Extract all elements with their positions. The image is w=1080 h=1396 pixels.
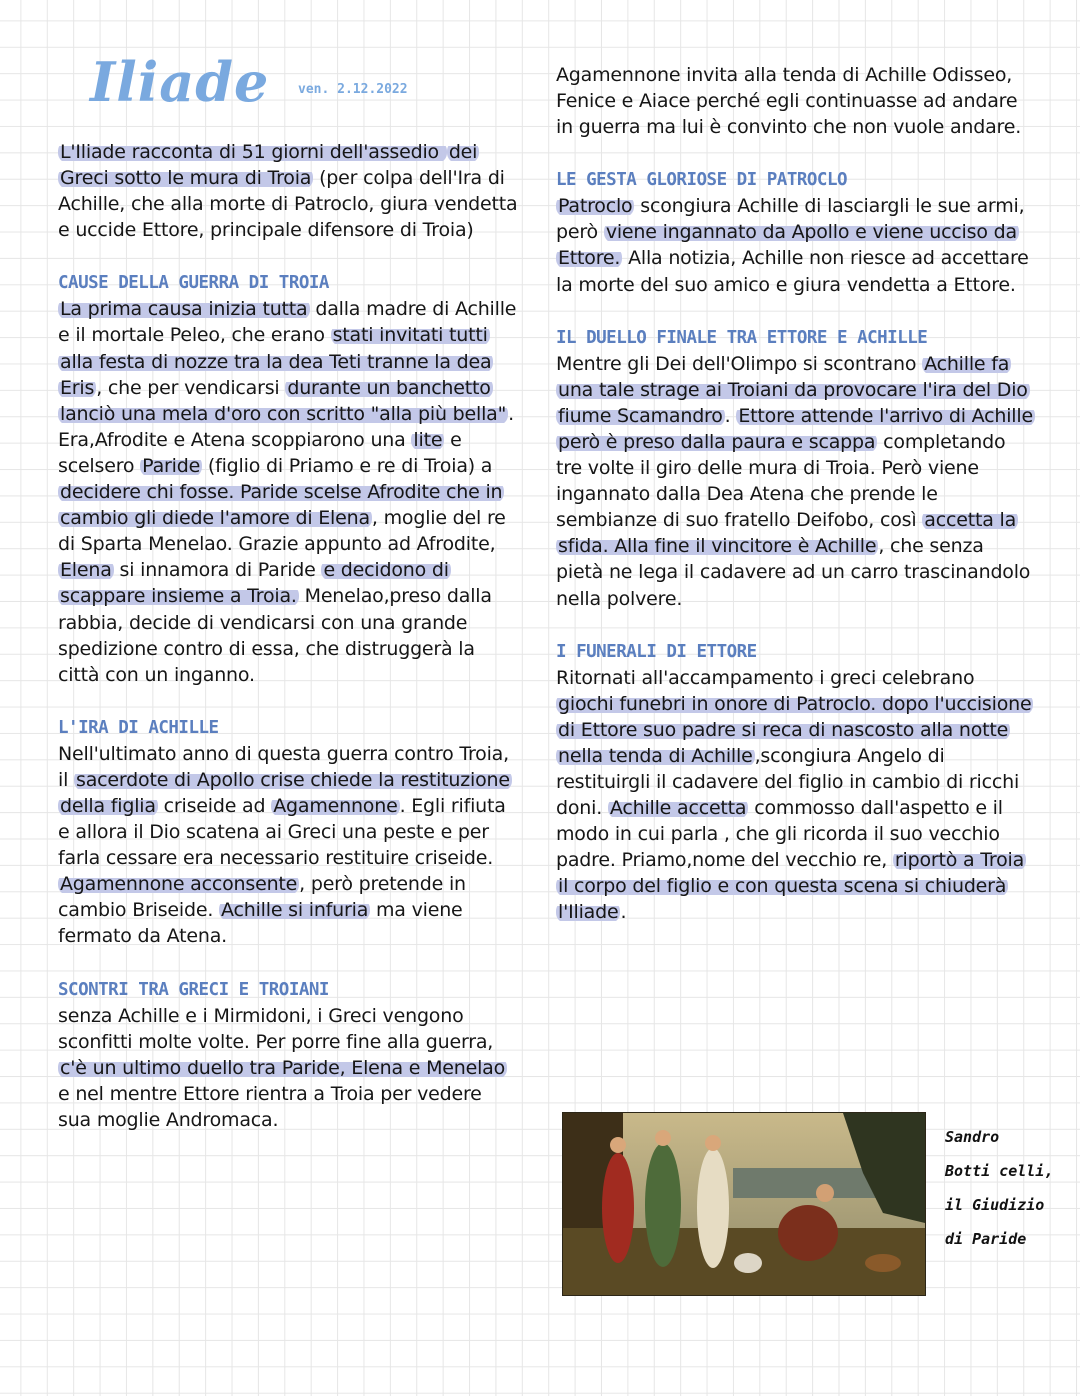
highlighted-text: viene ingannato da Apollo e viene ucciso da Ettore. bbox=[558, 221, 1017, 270]
text-run: ,scongiura Angelo di restituirgli il cadavere del figlio in cambio di ricchi doni. bbox=[556, 744, 1020, 820]
text-run: . Era,Afrodite e Atena scoppiarono una bbox=[58, 402, 514, 451]
text-run: senza Achille e i Mirmidoni, i Greci vengono sconfitti molte volte. Per porre fine alla guerra, bbox=[58, 1004, 494, 1053]
text-run: , che per vendicarsi bbox=[96, 376, 286, 399]
highlighted-text: giochi funebri in onore di Patroclo. dopo l'uccisione di Ettore suo padre si reca di nascosto alla notte nella tenda di Achille bbox=[558, 692, 1032, 767]
highlighted-text: riportò a Troia il corpo del figlio e con questa scena si chiuderà l'Iliade bbox=[558, 849, 1025, 924]
highlighted-text: e decidono di scappare insieme a Troia. bbox=[60, 559, 449, 608]
text-run: . bbox=[724, 404, 737, 427]
agamennone-paragraph bbox=[556, 62, 1036, 140]
left-column bbox=[58, 0, 520, 1133]
highlighted-text: Agamennone bbox=[273, 794, 398, 817]
text-run: Mentre gli Dei dell'Olimpo si scontrano bbox=[556, 352, 923, 375]
highlighted-text: Ettore attende l'arrivo di Achille però è preso dalla paura e scappa bbox=[558, 404, 1033, 453]
highlighted-text: Achille accetta bbox=[609, 797, 747, 820]
caption-line-1: Sandro bbox=[945, 1128, 1000, 1146]
highlighted-text: Achille si infuria bbox=[221, 899, 369, 922]
text-run: si innamora di Paride bbox=[113, 559, 322, 582]
text-run: ma viene fermato da Atena. bbox=[58, 899, 463, 948]
highlighted-text: Patroclo bbox=[558, 195, 633, 218]
highlighted-text: stati invitati tutti alla festa di nozze tra la dea Teti tranne la dea Eris bbox=[60, 324, 492, 399]
text-run: . Egli rifiuta e allora il Dio scatena ai Greci una peste e per farla cessare era necessario restituire criseide. bbox=[58, 794, 506, 870]
highlighted-text: accetta la sfida. Alla fine il vincitore è Achille bbox=[558, 509, 1017, 558]
text-run: . bbox=[620, 901, 627, 924]
text-run: (per colpa dell'Ira di Achille, che alla morte di Patroclo, giura vendetta e uccide Ettore, principale difensore di Troia) bbox=[58, 167, 518, 242]
text-run: Agamennone invita alla tenda di Achille Odisseo, Fenice e Aiace perché egli continuasse ad andare in guerra ma lui è convinto che non vuole andare. bbox=[556, 64, 1022, 139]
intro-paragraph bbox=[58, 139, 520, 243]
funerali-heading: I FUNERALI DI ETTORE bbox=[556, 641, 757, 662]
botticelli-painting-image bbox=[562, 1112, 926, 1296]
text-run: , moglie del re di Sparta Menelao. Grazie appunto ad Afrodite, bbox=[58, 507, 506, 556]
highlighted-text: c'è un ultimo duello tra Paride, Elena e Menelao bbox=[60, 1056, 506, 1079]
text-run: completando tre volte il giro delle mura di Troia. Però viene ingannato dalla Dea Atena che prende le sembianze di suo fratello Deifobo, così bbox=[556, 430, 1006, 532]
patroclo-paragraph bbox=[556, 193, 1036, 297]
highlighted-text: L'Iliade racconta di 51 giorni dell'assedio bbox=[60, 141, 445, 163]
caption-line-3: il Giudizio bbox=[945, 1196, 1045, 1214]
page-title: Iliade bbox=[90, 50, 270, 114]
duello-heading: IL DUELLO FINALE TRA ETTORE E ACHILLE bbox=[556, 327, 928, 348]
scontri-paragraph bbox=[58, 1003, 520, 1133]
highlighted-text: decidere chi fosse. Paride scelse Afrodite che in cambio gli diede l'amore di Elena bbox=[60, 481, 503, 530]
caption-line-4: di Paride bbox=[945, 1230, 1027, 1248]
funerali-paragraph bbox=[556, 665, 1036, 926]
highlighted-text: La prima causa inizia tutta bbox=[60, 298, 308, 321]
text-run: e nel mentre Ettore rientra a Troia per vedere sua moglie Andromaca. bbox=[58, 1082, 482, 1131]
text-run: e scelsero bbox=[58, 428, 462, 477]
highlighted-text: Achille fa una tale strage ai Troiani da provocare l'ira del Dio fiume Scamandro bbox=[558, 352, 1028, 427]
text-run: , però pretende in cambio Briseide. bbox=[58, 873, 466, 922]
highlighted-text: sacerdote di Apollo crise chiede la restituzione della figlia bbox=[60, 768, 510, 817]
right-column bbox=[556, 0, 1036, 926]
text-run: Menelao,preso dalla rabbia, decide di vendicarsi con una grande spedizione contro di essa, che distruggerà la città con un inganno. bbox=[58, 585, 492, 686]
text-run: criseide ad bbox=[157, 794, 272, 817]
highlighted-text: Paride bbox=[142, 454, 201, 477]
scontri-heading: SCONTRI TRA GRECI E TROIANI bbox=[58, 979, 329, 1000]
duello-paragraph bbox=[556, 351, 1036, 612]
ira-paragraph bbox=[58, 741, 520, 950]
ira-heading: L'IRA DI ACHILLE bbox=[58, 717, 219, 738]
highlighted-text: lite bbox=[413, 428, 443, 451]
cause-heading: CAUSE DELLA GUERRA DI TROIA bbox=[58, 273, 329, 294]
date-label: ven. 2.12.2022 bbox=[298, 82, 408, 97]
text-run: scongiura Achille di lasciargli le sue armi, però bbox=[556, 195, 1025, 244]
highlighted-text: Elena bbox=[60, 559, 112, 582]
highlighted-text: dei Greci sotto le mura di Troia bbox=[60, 141, 478, 190]
text-run: commosso dall'aspetto e il modo in cui parla , che gli ricorda il suo vecchio padre. Priamo,nome del vecchio re, bbox=[556, 797, 1003, 872]
highlighted-text: durante un banchetto lanciò una mela d'oro con scritto "alla più bella" bbox=[60, 376, 507, 425]
text-run: Nell'ultimato anno di questa guerra contro Troia, il bbox=[58, 742, 509, 791]
painting-caption bbox=[945, 1120, 1055, 1256]
text-run: , che senza pietà ne lega il cadavere ad un carro trascinandolo nella polvere. bbox=[556, 535, 1031, 610]
text-run: (figlio di Priamo e re di Troia) a bbox=[202, 454, 493, 477]
highlighted-text: Agamennone acconsente bbox=[60, 873, 298, 896]
patroclo-heading: LE GESTA GLORIOSE DI PATROCLO bbox=[556, 170, 848, 191]
text-run: Ritornati all'accampamento i greci celebrano bbox=[556, 666, 975, 689]
text-run: dalla madre di Achille e il mortale Peleo, che erano bbox=[58, 298, 517, 347]
text-run: Alla notizia, Achille non riesce ad accettare la morte del suo amico e giura vendetta a Ettore. bbox=[556, 247, 1029, 296]
caption-line-2: Botti celli, bbox=[945, 1162, 1054, 1180]
cause-paragraph bbox=[58, 296, 520, 687]
